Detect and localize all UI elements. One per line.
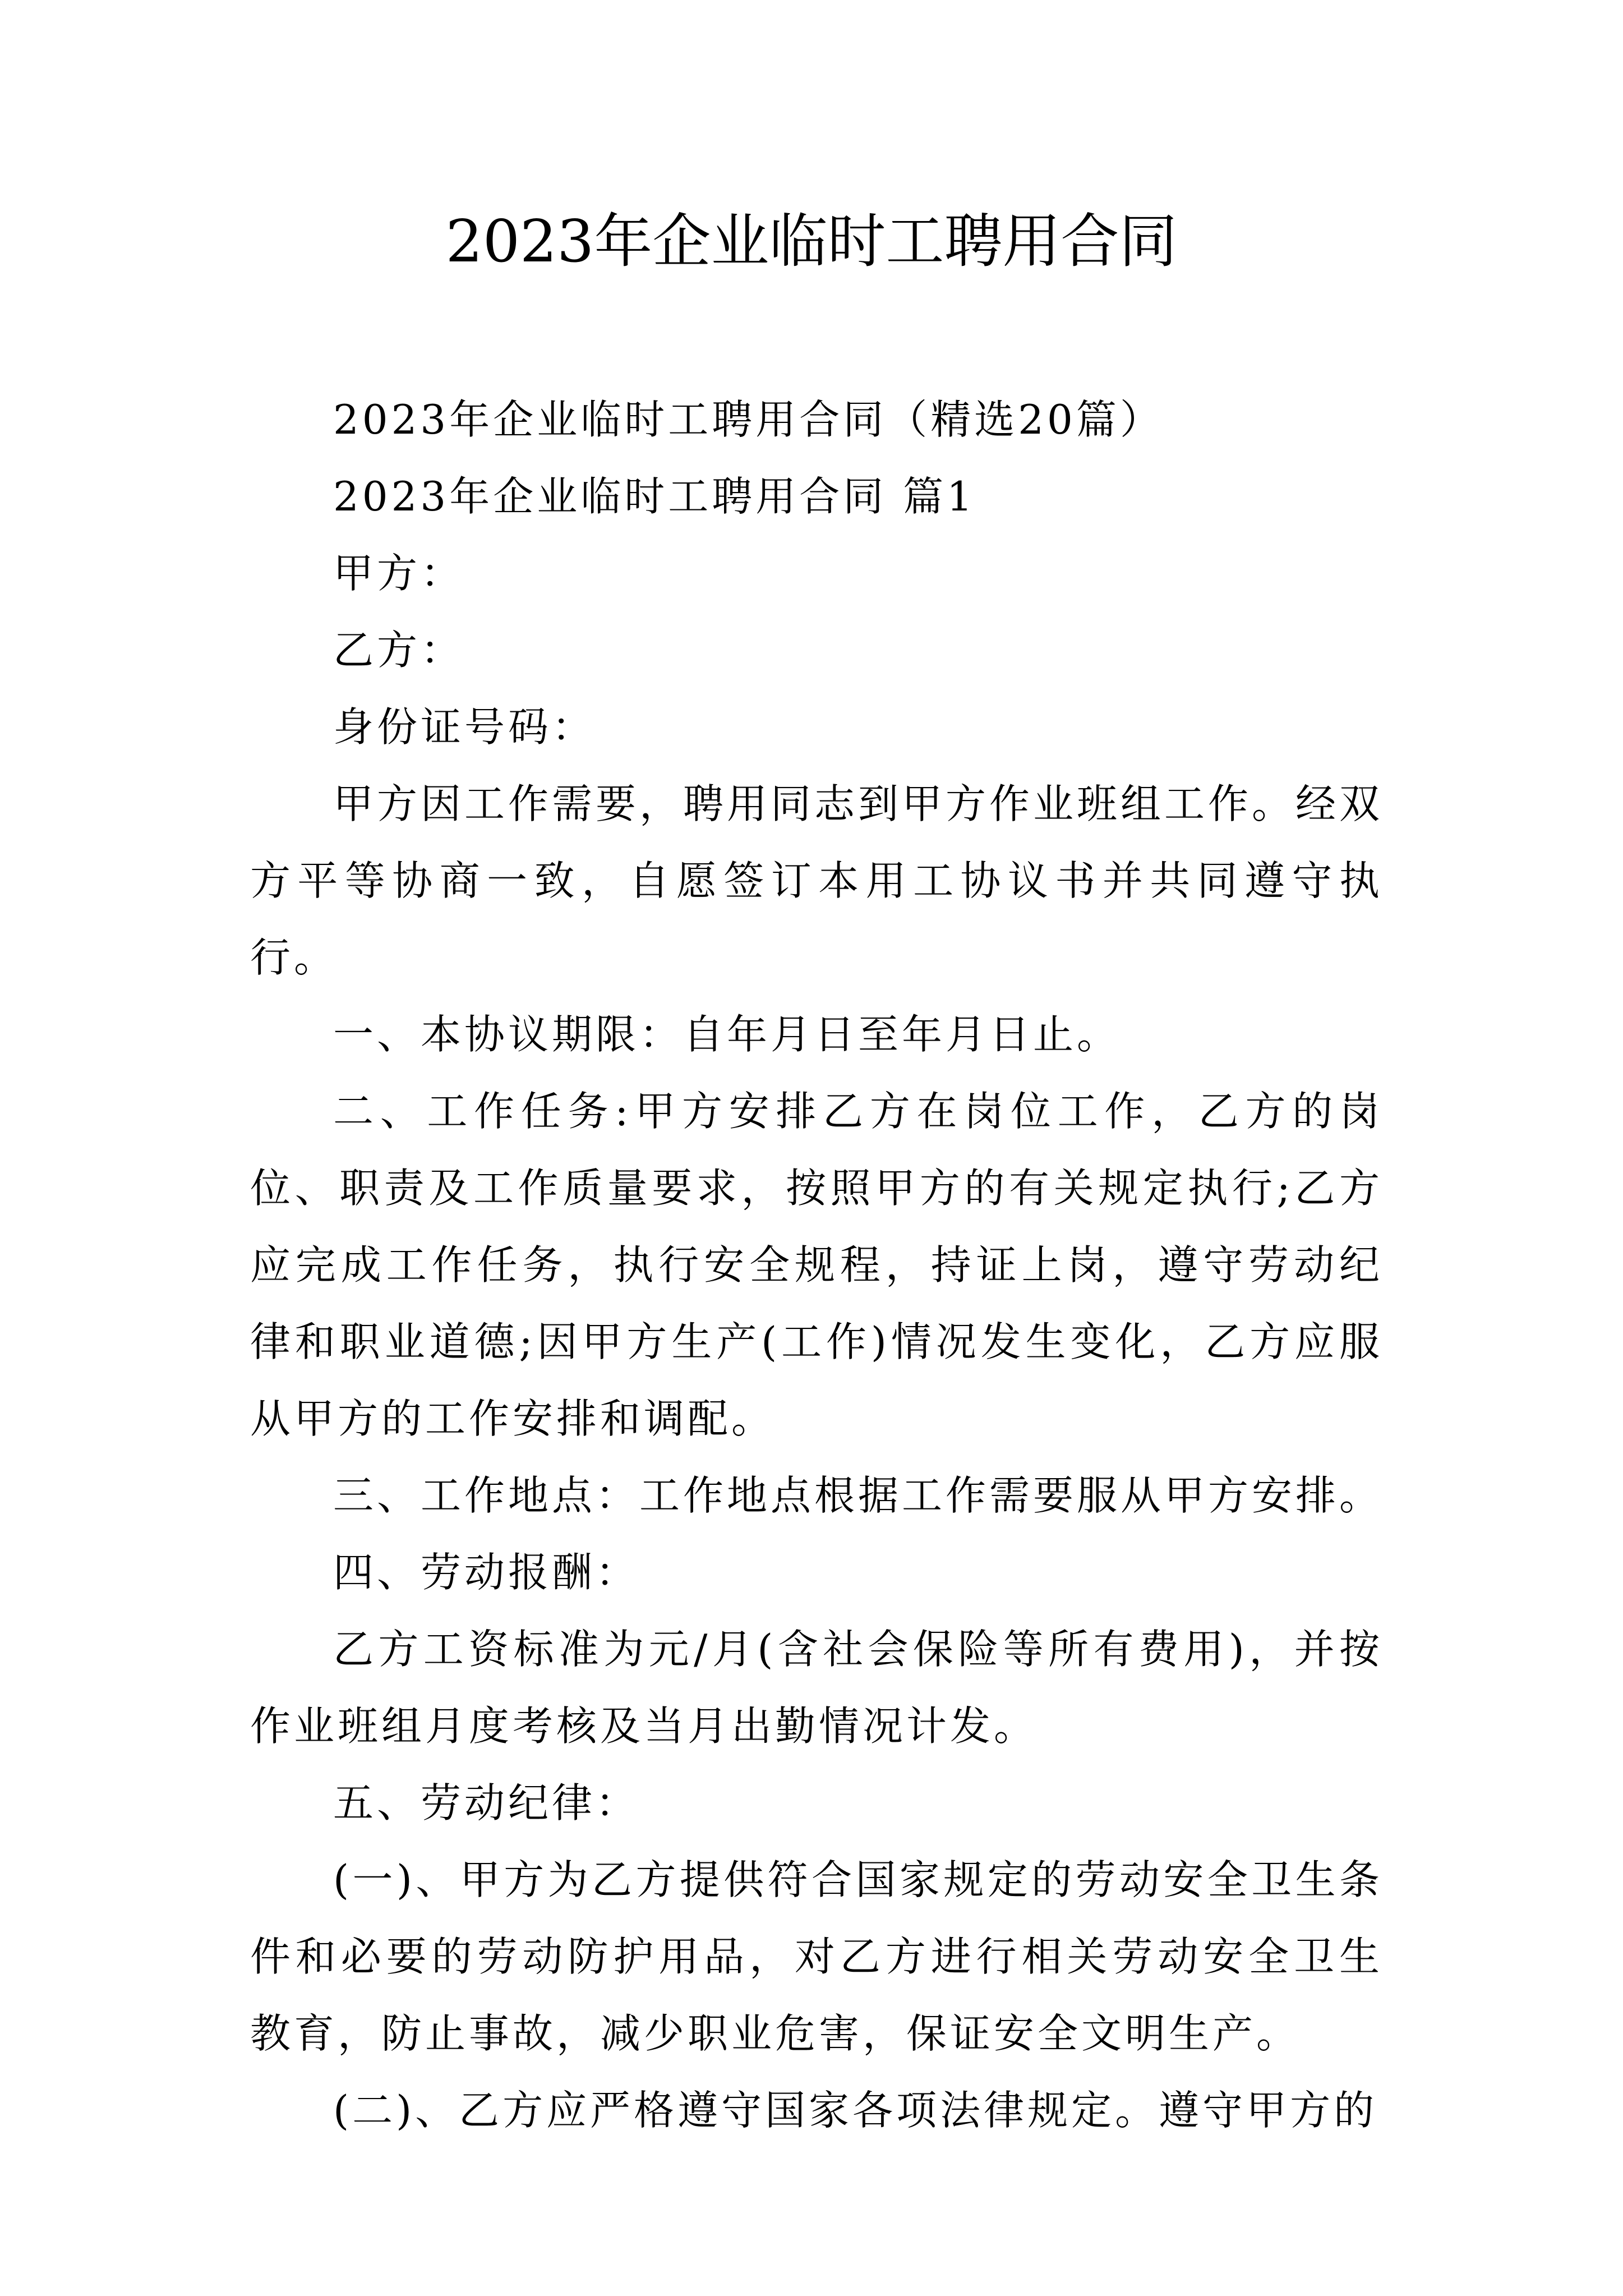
document-body <box>250 381 1383 2149</box>
paragraph-remuneration-heading: 四、劳动报酬： <box>333 1549 640 1596</box>
paragraph-remuneration: 乙方工资标准为元/月(含社会保险等所有费用)，并按作业班组月度考核及当月出勤情况计发。 <box>250 1626 1383 1750</box>
paragraph-discipline-2: (二)、乙方应严格遵守国家各项法律规定。遵守甲方的 <box>333 2087 1378 2134</box>
paragraph-discipline-1: (一)、甲方为乙方提供符合国家规定的劳动安全卫生条件和必要的劳动防护用品，对乙方进行相关劳动安全卫生教育，防止事故，减少职业危害，保证安全文明生产。 <box>250 1856 1383 2057</box>
paragraph-party-a: 甲方： <box>333 550 465 597</box>
paragraph-term: 一、本协议期限：自年月日至年月日止。 <box>333 1011 1121 1058</box>
paragraph-intro: 甲方因工作需要，聘用同志到甲方作业班组工作。经双方平等协商一致，自愿签订本用工协议书并共同遵守执行。 <box>250 780 1384 981</box>
paragraph-section-heading: 2023年企业临时工聘用合同 篇1 <box>333 473 976 520</box>
paragraph-work-location: 三、工作地点：工作地点根据工作需要服从甲方安排。 <box>333 1472 1384 1519</box>
paragraph-id-number: 身份证号码： <box>333 703 596 751</box>
document-title: 2023年企业临时工聘用合同 <box>445 207 1178 275</box>
paragraph-discipline-heading: 五、劳动纪律： <box>333 1779 640 1826</box>
paragraph-work-tasks: 二、工作任务:甲方安排乙方在岗位工作，乙方的岗位、职责及工作质量要求，按照甲方的有关规定执行;乙方应完成工作任务，执行安全规程，持证上岗，遵守劳动纪律和职业道德;因甲方生产(工作)情况发生变化，乙方应服从甲方的工作安排和调配。 <box>250 1088 1383 1442</box>
paragraph-party-b: 乙方： <box>333 627 465 674</box>
paragraph-subtitle: 2023年企业临时工聘用合同（精选20篇） <box>333 396 1164 443</box>
